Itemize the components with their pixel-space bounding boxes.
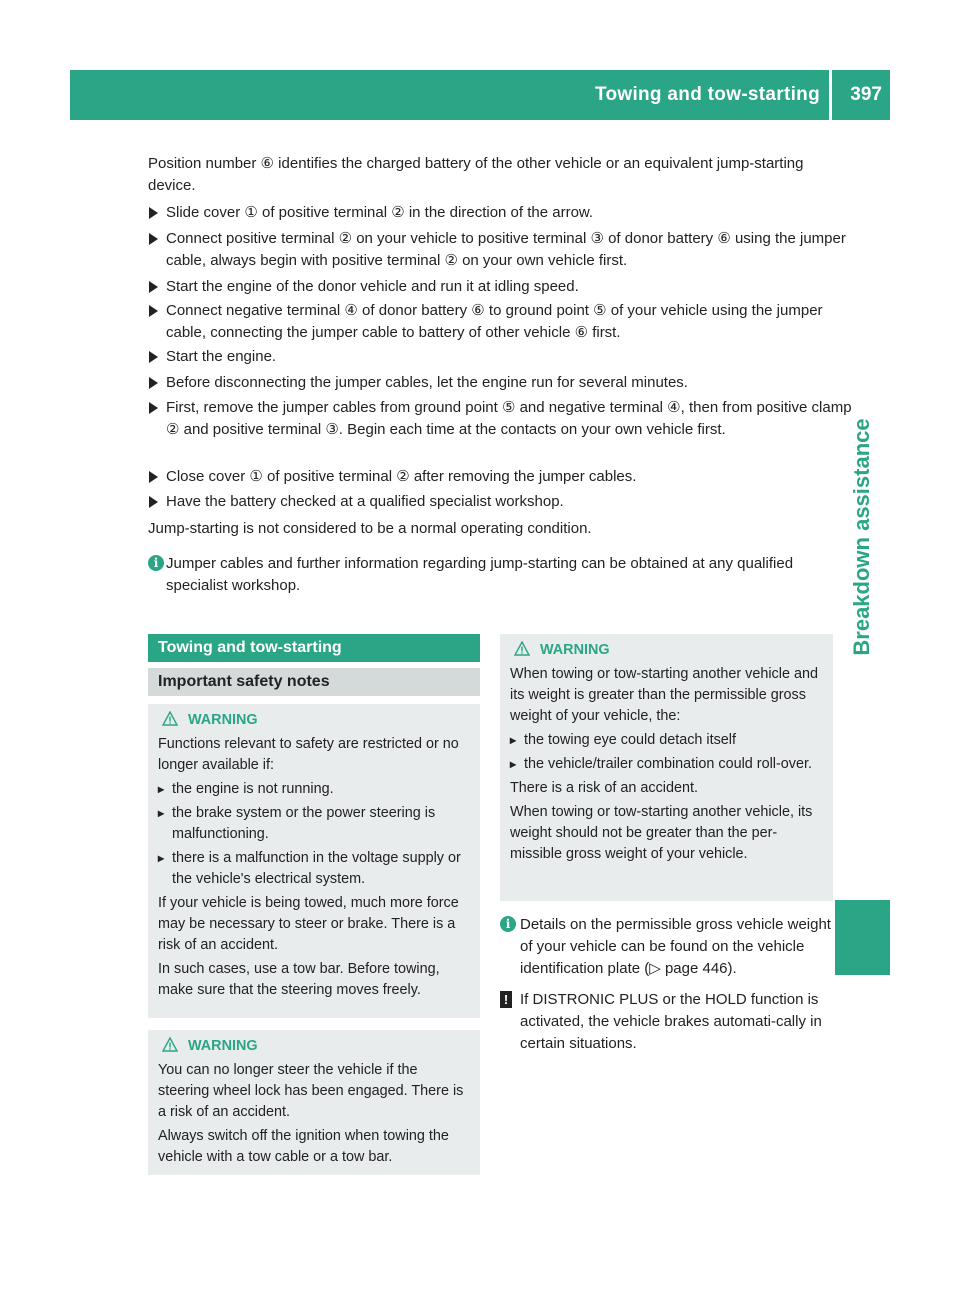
- info-icon: i: [500, 916, 516, 932]
- warning-heading-text: WARNING: [188, 1038, 258, 1054]
- step-text: First, remove the jumper cables from ground point ⑤ and negative terminal ④, then from positive clamp ② and positive terminal ③. Begin each time at the contacts on your own vehicle first.: [166, 399, 852, 438]
- warning-heading-text: WARNING: [540, 642, 610, 658]
- step-item: [148, 276, 856, 298]
- warning-heading: [540, 640, 825, 661]
- step-item: [148, 346, 856, 368]
- warning-triangle-icon: [162, 1037, 178, 1053]
- step-item: [148, 397, 856, 441]
- step-text: Slide cover ① of positive terminal ② in the direction of the arrow.: [166, 204, 594, 221]
- arrow-right-icon: [149, 305, 158, 317]
- side-tab-label: Breakdown assistance: [849, 418, 874, 656]
- arrow-right-icon: [149, 496, 158, 508]
- step-text: Have the battery checked at a qualified specialist workshop.: [166, 493, 564, 510]
- step-text: Before disconnecting the jumper cables, let the engine run for several minutes.: [166, 374, 688, 391]
- info-note-text: Jumper cables and further information regarding jump-starting can be obtained at any qualified specialist workshop.: [166, 555, 794, 594]
- step-item: [148, 466, 856, 488]
- side-tab-marker: [835, 900, 890, 975]
- warning-bullet: ▸ there is a malfunction in the voltage supply or the vehicle's electrical system.: [158, 848, 472, 890]
- condition-note: Jump-starting is not considered to be a normal operating condition.: [148, 520, 592, 537]
- arrow-right-icon: [149, 281, 158, 293]
- warning-bullet: ▸ the vehicle/trailer combination could roll-over.: [510, 754, 825, 775]
- step-item: [148, 372, 856, 394]
- step-item: [148, 491, 856, 513]
- header-title: Towing and tow-starting: [594, 84, 820, 105]
- info-icon: i: [148, 555, 164, 571]
- warning-lead: When towing or tow-starting another vehicle and its weight is greater than the permissible gross weight of your vehicle, the:: [510, 666, 818, 724]
- section-title: Towing and tow-starting: [148, 634, 480, 662]
- warning-bullet: ▸ the towing eye could detach itself: [510, 730, 825, 751]
- warning-text: You can no longer steer the vehicle if the steering wheel lock has been engaged. There is a risk of an accident.: [158, 1062, 464, 1120]
- page-number: 397: [850, 84, 882, 105]
- arrow-right-icon: [149, 233, 158, 245]
- step-text: Close cover ① of positive terminal ② after removing the jumper cables.: [166, 468, 637, 485]
- warning-box: [148, 1030, 480, 1175]
- exclamation-icon: !: [500, 991, 512, 1008]
- warning-bullet: ▸ the engine is not running.: [158, 779, 472, 800]
- warning-text: When towing or tow-starting another vehicle, its weight should not be greater than the per-missible gross weight of your vehicle.: [510, 804, 813, 862]
- step-text: Connect negative terminal ④ of donor battery ⑥ to ground point ⑤ of your vehicle using the jumper cable, connecting the jumper cable to battery of other vehicle ⑥ first.: [166, 302, 823, 341]
- info-note-text: Details on the permissible gross vehicle weight of your vehicle can be found on the vehicle identification plate (▷ page 446).: [520, 916, 831, 977]
- info-note: [148, 553, 846, 597]
- arrow-right-icon: [149, 402, 158, 414]
- notice-note: [500, 989, 835, 1055]
- warning-bullets: [158, 779, 472, 890]
- arrow-right-icon: [149, 207, 158, 219]
- warning-lead: Functions relevant to safety are restricted or no longer available if:: [158, 736, 459, 773]
- header-divider: [829, 70, 832, 120]
- warning-bullet: ▸ the brake system or the power steering is malfunctioning.: [158, 803, 472, 845]
- step-item: [148, 202, 856, 224]
- warning-text: Always switch off the ignition when towing the vehicle with a tow cable or a tow bar.: [158, 1128, 449, 1165]
- warning-box: [148, 704, 480, 1018]
- subsection-title: Important safety notes: [148, 668, 480, 696]
- warning-text: In such cases, use a tow bar. Before towing, make sure that the steering moves freely.: [158, 961, 440, 998]
- warning-box: [500, 634, 833, 901]
- page-header: [70, 70, 890, 120]
- warning-bullets: [510, 730, 825, 775]
- warning-text: If your vehicle is being towed, much more force may be necessary to steer or brake. There is a risk of an accident.: [158, 895, 459, 953]
- step-item: [148, 300, 856, 344]
- intro-paragraph: Position number ⑥ identifies the charged battery of the other vehicle or an equivalent jump-starting device.: [148, 155, 804, 194]
- warning-heading-text: WARNING: [188, 712, 258, 728]
- step-item: [148, 228, 856, 272]
- arrow-right-icon: [149, 351, 158, 363]
- warning-heading: [188, 710, 472, 731]
- arrow-right-icon: [149, 377, 158, 389]
- warning-heading: [188, 1036, 472, 1057]
- warning-text: There is a risk of an accident.: [510, 780, 698, 796]
- warning-triangle-icon: [162, 711, 178, 727]
- warning-triangle-icon: [514, 641, 530, 657]
- info-note: [500, 914, 835, 980]
- step-text: Connect positive terminal ② on your vehicle to positive terminal ③ of donor battery ⑥ using the jumper cable, always begin with positive terminal ② on your own vehicle first.: [166, 230, 846, 269]
- arrow-right-icon: [149, 471, 158, 483]
- step-text: Start the engine of the donor vehicle and run it at idling speed.: [166, 278, 579, 295]
- step-text: Start the engine.: [166, 348, 277, 365]
- notice-note-text: If DISTRONIC PLUS or the HOLD function is activated, the vehicle brakes automati-cally in certain situations.: [520, 991, 822, 1052]
